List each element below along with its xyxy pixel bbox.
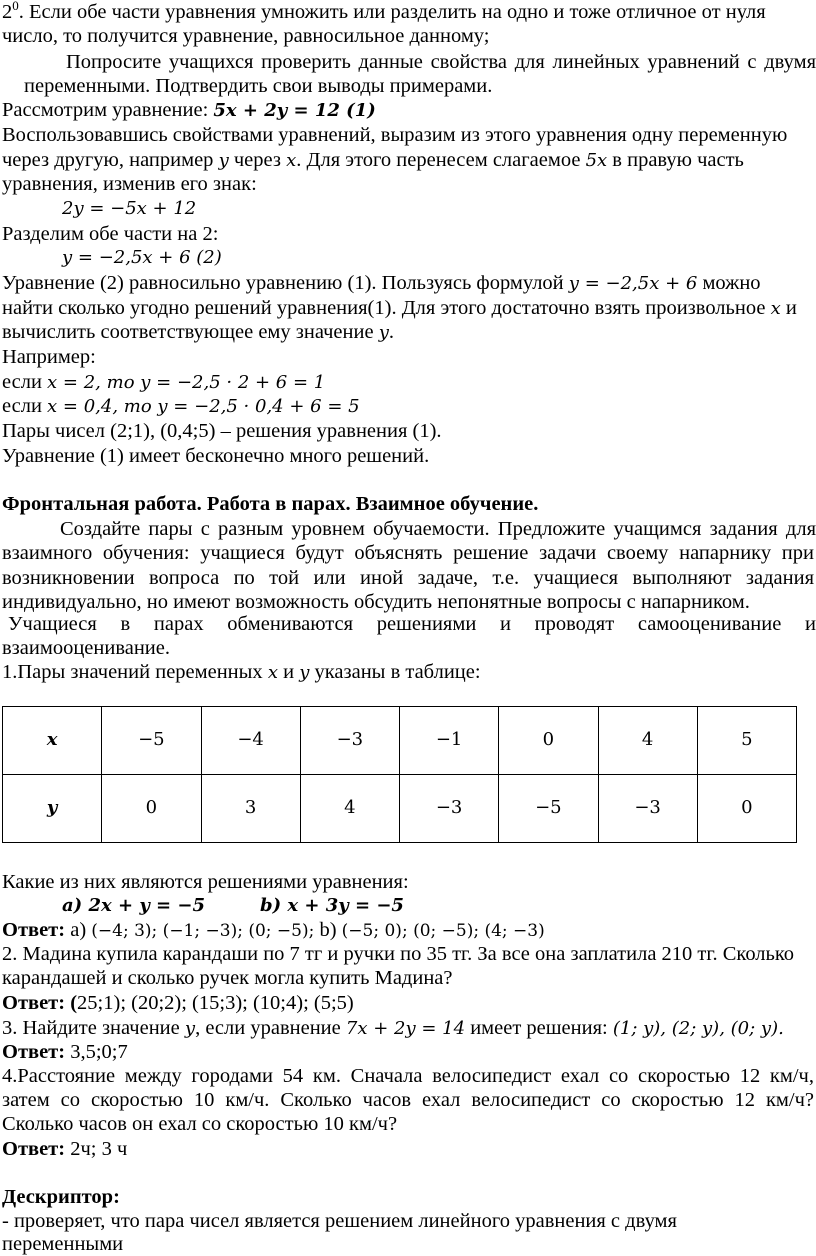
table-cell: 3 (201, 775, 300, 843)
section-heading: Фронтальная работа. Работа в парах. Взаимное обучение. (2, 493, 539, 515)
task-2: 2. Мадина купила карандаши по 7 тг и ручки по 35 тг. За все она заплатила 210 тг. Сколько (2, 943, 795, 965)
table-cell: 4 (598, 707, 697, 775)
table-cell: y (3, 775, 102, 843)
paragraph-line: возникновении вопроса по той или иной задаче, т.е. учащиеся выполняют задания (2, 567, 814, 589)
example-line: если x = 0,4, то y = −2,5 · 0,4 + 6 = 5 (2, 395, 360, 417)
property-2-line: $2^0$. Если обе части уравнения умножить или разделить на одно и тоже отличное от нуля (2, 0, 766, 23)
task-2-cont: карандашей и сколько ручек могла купить Мадина? (2, 967, 453, 989)
table-row (3, 775, 797, 843)
paragraph-line: взаимооценивание. (2, 637, 171, 659)
table-cell: −3 (400, 775, 499, 843)
consider-equation: Рассмотрим уравнение: 5x + 2y = 12 (1) (2, 99, 376, 121)
table-cell: x (3, 707, 102, 775)
table-row (3, 707, 797, 775)
task-instruction: Попросите учащихся проверить данные свойства для линейных уравнений с двумя (66, 51, 816, 73)
answer-line: Ответ: (25;1); (20;2); (15;3); (10;4); (5;5) (2, 992, 354, 1014)
equation-b: b) x + 3y = −5 (260, 895, 404, 916)
table-cell: −4 (201, 707, 300, 775)
table-cell: 0 (102, 775, 201, 843)
table-cell: 0 (697, 775, 796, 843)
paragraph-line: взаимного обучения: учащиеся будут объяснять решение задачи своему напарнику при (2, 542, 814, 564)
equation: 2y = −5x + 12 (62, 198, 197, 219)
paragraph-line: уравнения, изменив его знак: (2, 173, 257, 195)
table-cell: −3 (598, 775, 697, 843)
task-4-cont: Сколько часов он ехал со скоростью 10 км/ч? (2, 1113, 398, 1135)
table-cell: 0 (499, 707, 598, 775)
paragraph-line: через другую, например y через x. Для этого перенесем слагаемое 5x в правую часть (2, 149, 744, 171)
paragraph-line: Уравнение (1) имеет бесконечно много решений. (2, 445, 430, 467)
paragraph-line: найти сколько угодно решений уравнения(1). Для этого достаточно взять произвольное x и (2, 297, 797, 319)
task-4-cont: затем со скоростью 10 км/ч. Сколько часов ехал велосипедист со скоростью 12 км/ч? (2, 1089, 814, 1111)
task-3: 3. Найдите значение y, если уравнение 7x + 2y = 14 имеет решения: (1; y), (2; y), (0; y). (2, 1017, 784, 1039)
paragraph-line: Разделим обе части на 2: (2, 223, 219, 245)
equation: y = −2,5x + 6 (2) (62, 247, 222, 268)
question-line: Какие из них являются решениями уравнения: (2, 871, 409, 893)
answer-line: Ответ: 2ч; 3 ч (2, 1138, 128, 1160)
task-instruction-cont: переменными. Подтвердить свои выводы примерами. (24, 75, 493, 97)
paragraph-line: Например: (2, 346, 96, 368)
descriptor-item: - проверяет, что пара чисел является решением линейного уравнения с двумя (2, 1210, 677, 1232)
paragraph-line: вычислить соответствующее ему значение y. (2, 321, 394, 343)
answer-line: Ответ: 3,5;0;7 (2, 1041, 128, 1063)
paragraph-line: Пары чисел (2;1), (0,4;5) – решения уравнения (1). (2, 420, 442, 442)
paragraph-line: Воспользовавшись свойствами уравнений, выразим из этого уравнения одну переменную (2, 124, 788, 146)
example-line: если x = 2, то y = −2,5 · 2 + 6 = 1 (2, 371, 326, 393)
task-4: 4.Расстояние между городами 54 км. Сначала велосипедист ехал со скоростью 12 км/ч, (2, 1065, 814, 1087)
paragraph-line: Создайте пары с разным уровнем обучаемости. Предложите учащимся задания для (60, 518, 816, 540)
table-cell: −5 (102, 707, 201, 775)
table-cell: −1 (400, 707, 499, 775)
paragraph-line: индивидуально, но имеют возможность обсудить непонятные вопросы с напарником. (2, 591, 750, 613)
paragraph-line: Уравнение (2) равносильно уравнению (1). Пользуясь формулой y = −2,5x + 6 можно (2, 272, 761, 294)
property-2-line-cont: число, то получится уравнение, равносильное данному; (2, 25, 490, 47)
table-cell: 4 (300, 775, 399, 843)
table-cell: −3 (300, 707, 399, 775)
descriptor-heading: Дескриптор: (2, 1186, 120, 1208)
equation-a: a) 2x + y = −5 (62, 895, 205, 916)
table-cell: 5 (697, 707, 796, 775)
values-table (2, 706, 797, 843)
paragraph-line: Учащиеся в парах обмениваются решениями и проводят самооценивание и (8, 613, 816, 635)
descriptor-item-cont: переменными (2, 1233, 124, 1255)
table-cell: −5 (499, 775, 598, 843)
task-1: 1.Пары значений переменных x и y указаны в таблице: (2, 661, 481, 683)
answer-line: Ответ: а) (−4; 3); (−1; −3); (0; −5); b) (−5; 0); (0; −5); (4; −3) (2, 919, 545, 941)
